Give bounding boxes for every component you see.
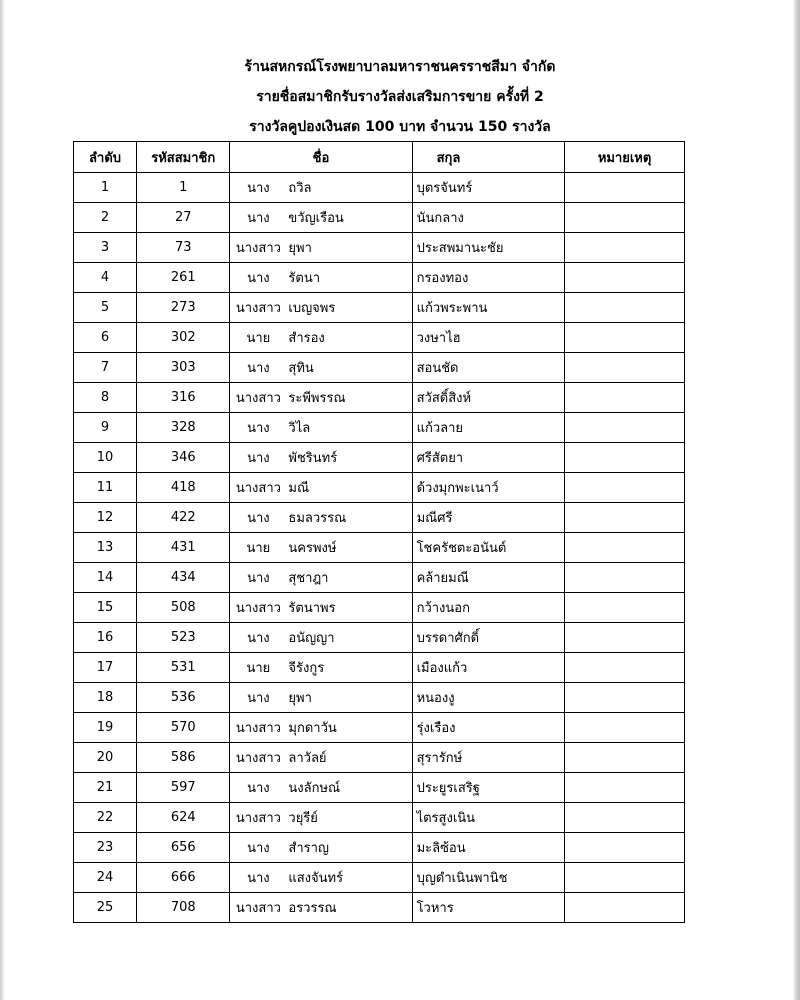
cell-note [565,863,685,893]
cell-no: 17 [74,653,137,683]
cell-member-id: 303 [137,353,230,383]
header-line-1: ร้านสหกรณ์โรงพยาบาลมหาราชนครราชสีมา จำกัด [244,59,556,75]
cell-note [565,893,685,923]
cell-note [565,233,685,263]
col-header-name: ชื่อ [230,142,412,173]
cell-name [230,293,412,323]
cell-name [230,623,412,653]
table-row [74,473,685,503]
cell-member-id: 422 [137,503,230,533]
cell-no: 24 [74,863,137,893]
cell-first-name: ยุพา [288,241,312,256]
table-row [74,623,685,653]
cell-first-name: รัตนาพร [288,601,336,616]
table-row [74,683,685,713]
cell-note [565,683,685,713]
cell-no: 13 [74,533,137,563]
cell-note [565,293,685,323]
cell-no: 10 [74,443,137,473]
cell-no: 25 [74,893,137,923]
cell-surname: บุตรจันทร์ [412,173,565,203]
cell-surname: มะลิซ้อน [412,833,565,863]
cell-note [565,263,685,293]
col-header-no: ลำดับ [74,142,137,173]
cell-no: 19 [74,713,137,743]
cell-note [565,563,685,593]
cell-member-id: 666 [137,863,230,893]
cell-title: นาง [247,421,270,436]
cell-name [230,473,412,503]
cell-surname: ศรีสัตยา [412,443,565,473]
table-row [74,653,685,683]
table-row [74,383,685,413]
cell-member-id: 418 [137,473,230,503]
table-row [74,233,685,263]
cell-note [565,473,685,503]
cell-first-name: พัชรินทร์ [288,451,338,466]
cell-first-name: นงลักษณ์ [288,781,341,796]
cell-note [565,203,685,233]
cell-first-name: ธมลวรรณ [288,511,347,526]
cell-surname: วงษาไฮ [412,323,565,353]
cell-name [230,833,412,863]
cell-surname: กว้างนอก [412,593,565,623]
cell-name [230,683,412,713]
cell-first-name: รัตนา [288,271,321,286]
cell-name [230,323,412,353]
table-row [74,863,685,893]
cell-title: นาง [247,361,270,376]
cell-surname: แก้วลาย [412,413,565,443]
cell-first-name: สำราญ [288,841,329,856]
table-row [74,503,685,533]
cell-first-name: มณี [288,481,310,496]
member-table [73,141,685,923]
cell-no: 20 [74,743,137,773]
cell-note [565,503,685,533]
cell-surname: ไตรสูงเนิน [412,803,565,833]
cell-title: นาง [247,841,270,856]
cell-name [230,593,412,623]
cell-name [230,413,412,443]
cell-name [230,533,412,563]
cell-first-name: วยุรีย์ [288,811,318,826]
cell-title: นาย [246,661,271,676]
cell-title: นางสาว [235,601,281,616]
table-row [74,713,685,743]
cell-first-name: นครพงษ์ [288,541,337,556]
cell-surname: สวัสดิ์สิงห์ [412,383,565,413]
cell-member-id: 73 [137,233,230,263]
cell-note [565,173,685,203]
cell-note [565,713,685,743]
cell-title: นาง [247,181,270,196]
cell-note [565,323,685,353]
col-header-member-id: รหัสสมาชิก [137,142,230,173]
cell-name [230,863,412,893]
cell-first-name: สำรอง [288,331,325,346]
cell-title: นาง [247,211,270,226]
cell-name [230,173,412,203]
cell-name [230,503,412,533]
cell-name [230,773,412,803]
table-body [74,173,685,923]
cell-member-id: 261 [137,263,230,293]
col-header-note: หมายเหตุ [565,142,685,173]
cell-member-id: 273 [137,293,230,323]
cell-surname: มณีศรี [412,503,565,533]
cell-no: 7 [74,353,137,383]
table-row [74,593,685,623]
cell-member-id: 302 [137,323,230,353]
table-row [74,533,685,563]
cell-first-name: ระพีพรรณ [288,391,346,406]
cell-surname: บุญดำเนินพานิช [412,863,565,893]
cell-first-name: จีรังกูร [288,661,325,676]
cell-no: 12 [74,503,137,533]
cell-note [565,533,685,563]
table-header-row [74,142,685,173]
cell-member-id: 431 [137,533,230,563]
cell-member-id: 523 [137,623,230,653]
cell-surname: ประยูรเสริฐ [412,773,565,803]
cell-no: 21 [74,773,137,803]
cell-note [565,743,685,773]
cell-no: 16 [74,623,137,653]
document-header [0,52,800,142]
cell-surname: แก้วพระพาน [412,293,565,323]
cell-name [230,743,412,773]
cell-member-id: 586 [137,743,230,773]
cell-title: นางสาว [235,811,281,826]
cell-no: 23 [74,833,137,863]
cell-no: 2 [74,203,137,233]
cell-note [565,353,685,383]
table-row [74,353,685,383]
cell-note [565,443,685,473]
cell-first-name: สุทิน [288,361,314,376]
cell-note [565,623,685,653]
cell-note [565,773,685,803]
cell-name [230,713,412,743]
cell-no: 5 [74,293,137,323]
cell-surname: เมืองแก้ว [412,653,565,683]
cell-first-name: ถวิล [288,181,312,196]
cell-title: นางสาว [235,391,281,406]
cell-title: นาง [247,631,270,646]
cell-surname: หนองงู [412,683,565,713]
table-row [74,773,685,803]
cell-first-name: อนัญญา [288,631,335,646]
cell-name [230,263,412,293]
cell-no: 4 [74,263,137,293]
table-row [74,443,685,473]
cell-surname: โชครัชตะอนันต์ [412,533,565,563]
table-row [74,173,685,203]
cell-name [230,893,412,923]
cell-title: นางสาว [235,721,281,736]
col-header-surname: สกุล [412,142,565,173]
cell-no: 11 [74,473,137,503]
cell-name [230,203,412,233]
cell-note [565,833,685,863]
cell-title: นาง [247,871,270,886]
table-row [74,293,685,323]
cell-first-name: แสงจันทร์ [288,871,344,886]
cell-surname: สอนชัด [412,353,565,383]
header-line-3: รางวัลคูปองเงินสด 100 บาท จำนวน 150 รางวัล [249,119,551,135]
cell-no: 3 [74,233,137,263]
cell-first-name: ยุพา [288,691,312,706]
table-row [74,203,685,233]
cell-name [230,653,412,683]
cell-member-id: 328 [137,413,230,443]
cell-member-id: 656 [137,833,230,863]
cell-member-id: 434 [137,563,230,593]
cell-surname: คล้ายมณี [412,563,565,593]
cell-no: 15 [74,593,137,623]
cell-title: นาง [247,571,270,586]
cell-note [565,413,685,443]
cell-surname: สุรารักษ์ [412,743,565,773]
cell-surname: ด้วงมุกพะเนาว์ [412,473,565,503]
cell-no: 6 [74,323,137,353]
cell-first-name: ขวัญเรือน [288,211,344,226]
cell-member-id: 531 [137,653,230,683]
cell-no: 9 [74,413,137,443]
table-row [74,263,685,293]
header-line-2: รายชื่อสมาชิกรับรางวัลส่งเสริมการขาย ครั้งที่ 2 [256,89,544,105]
cell-first-name: ลาวัลย์ [288,751,327,766]
cell-name [230,353,412,383]
cell-note [565,593,685,623]
cell-member-id: 346 [137,443,230,473]
table-row [74,893,685,923]
cell-note [565,653,685,683]
cell-surname: โวหาร [412,893,565,923]
cell-title: นาย [246,331,271,346]
cell-title: นางสาว [235,481,281,496]
table-row [74,563,685,593]
cell-title: นาง [247,271,270,286]
cell-first-name: สุชาฎา [288,571,329,586]
cell-title: นาง [247,781,270,796]
cell-member-id: 624 [137,803,230,833]
cell-name [230,383,412,413]
cell-member-id: 570 [137,713,230,743]
cell-no: 18 [74,683,137,713]
cell-no: 1 [74,173,137,203]
cell-surname: รุ่งเรือง [412,713,565,743]
cell-title: นาง [247,451,270,466]
table-row [74,833,685,863]
table-row [74,803,685,833]
cell-name [230,233,412,263]
cell-title: นาง [247,691,270,706]
cell-first-name: อรวรรณ [288,901,337,916]
cell-member-id: 508 [137,593,230,623]
cell-no: 14 [74,563,137,593]
cell-title: นางสาว [235,751,281,766]
table-row [74,323,685,353]
cell-title: นางสาว [235,241,281,256]
cell-title: นาย [246,541,271,556]
cell-title: นางสาว [235,901,281,916]
cell-member-id: 316 [137,383,230,413]
cell-no: 8 [74,383,137,413]
cell-surname: กรองทอง [412,263,565,293]
cell-member-id: 597 [137,773,230,803]
cell-name [230,563,412,593]
cell-title: นาง [247,511,270,526]
table-row [74,413,685,443]
table-row [74,743,685,773]
cell-first-name: มุกดาวัน [288,721,337,736]
cell-member-id: 1 [137,173,230,203]
cell-first-name: เบญจพร [288,301,336,316]
cell-first-name: วิไล [288,421,311,436]
cell-member-id: 27 [137,203,230,233]
cell-member-id: 536 [137,683,230,713]
cell-note [565,803,685,833]
cell-member-id: 708 [137,893,230,923]
cell-surname: บรรดาศักดิ์ [412,623,565,653]
cell-no: 22 [74,803,137,833]
cell-title: นางสาว [235,301,281,316]
cell-name [230,803,412,833]
cell-name [230,443,412,473]
cell-surname: นันกลาง [412,203,565,233]
cell-note [565,383,685,413]
cell-surname: ประสพมานะชัย [412,233,565,263]
